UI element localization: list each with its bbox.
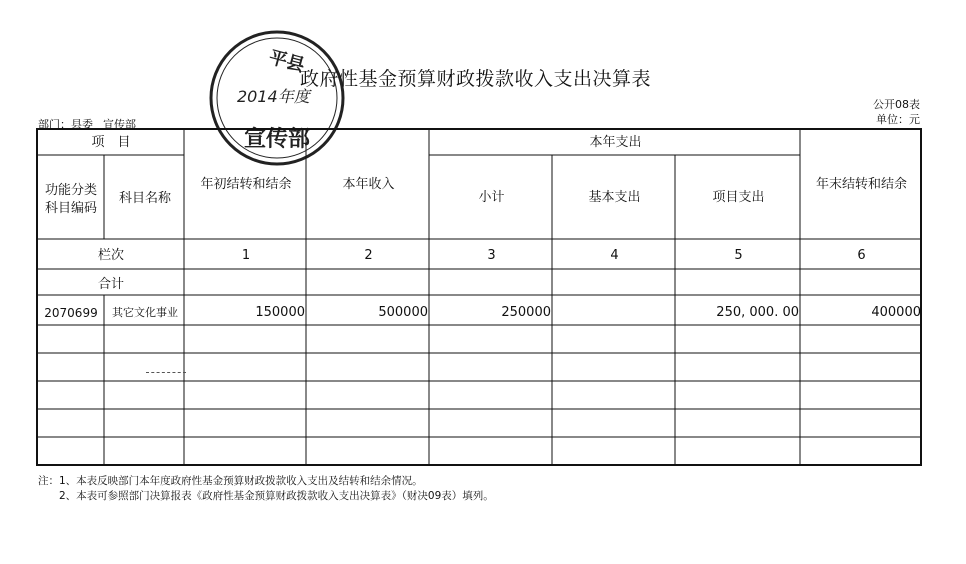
column-number-2: 2 [364, 248, 373, 263]
row-subject-name: 其它文化事业 [112, 306, 178, 319]
footnotes [38, 474, 494, 504]
column-number-1: 1 [241, 248, 251, 263]
row-subtotal: 250000 [501, 305, 551, 320]
header-end-balance: 年末结转和结余 [815, 177, 907, 192]
header-project-expense: 项目支出 [712, 190, 765, 205]
header-func-code: 功能分类 科目编码 [44, 183, 97, 216]
row-income: 500000 [378, 305, 428, 320]
footnote-1: 注：1、本表反映部门本年度政府性基金预算财政拨款收入支出及结转和结余情况。 [38, 475, 423, 487]
table-grid [36, 128, 924, 468]
column-number-5: 5 [734, 248, 743, 263]
total-row-label: 合计 [97, 277, 124, 292]
row-project-expense: 250, 000. 00 [716, 305, 799, 320]
header-item: 项 目 [91, 135, 131, 150]
seal-text-top: 平县 [266, 46, 307, 77]
department: 部门：县委 [38, 118, 93, 131]
row-func-code: 2070699 [44, 306, 98, 320]
stray-mark [146, 372, 186, 374]
column-number-6: 6 [857, 248, 866, 263]
header-current-income: 本年收入 [342, 177, 395, 192]
header-current-expense: 本年支出 [589, 135, 642, 150]
row-begin-balance: 150000 [255, 305, 305, 320]
column-number-4: 4 [610, 248, 619, 263]
department-unit: 宣传部 [103, 118, 136, 131]
row-end-balance: 400000 [871, 305, 921, 320]
page-title: 政府性基金预算财政拨款收入支出决算表 [300, 68, 652, 90]
header-subject-name: 科目名称 [118, 191, 171, 206]
currency-unit: 单位：元 [876, 113, 920, 126]
column-number-3: 3 [487, 248, 496, 263]
seal-text-bottom: 宣传部 [243, 126, 311, 152]
header-basic-expense: 基本支出 [588, 190, 641, 205]
column-row-label: 栏次 [97, 248, 124, 263]
header-begin-balance: 年初结转和结余 [200, 177, 292, 192]
form-number: 公开08表 [873, 98, 920, 111]
header-subtotal: 小计 [478, 190, 505, 205]
footnote-2: 2、本表可参照部门决算报表《政府性基金预算财政拨款收入支出决算表》（财决09表）填列。 [38, 490, 494, 502]
seal-handwriting: 2014年度 [237, 87, 310, 106]
